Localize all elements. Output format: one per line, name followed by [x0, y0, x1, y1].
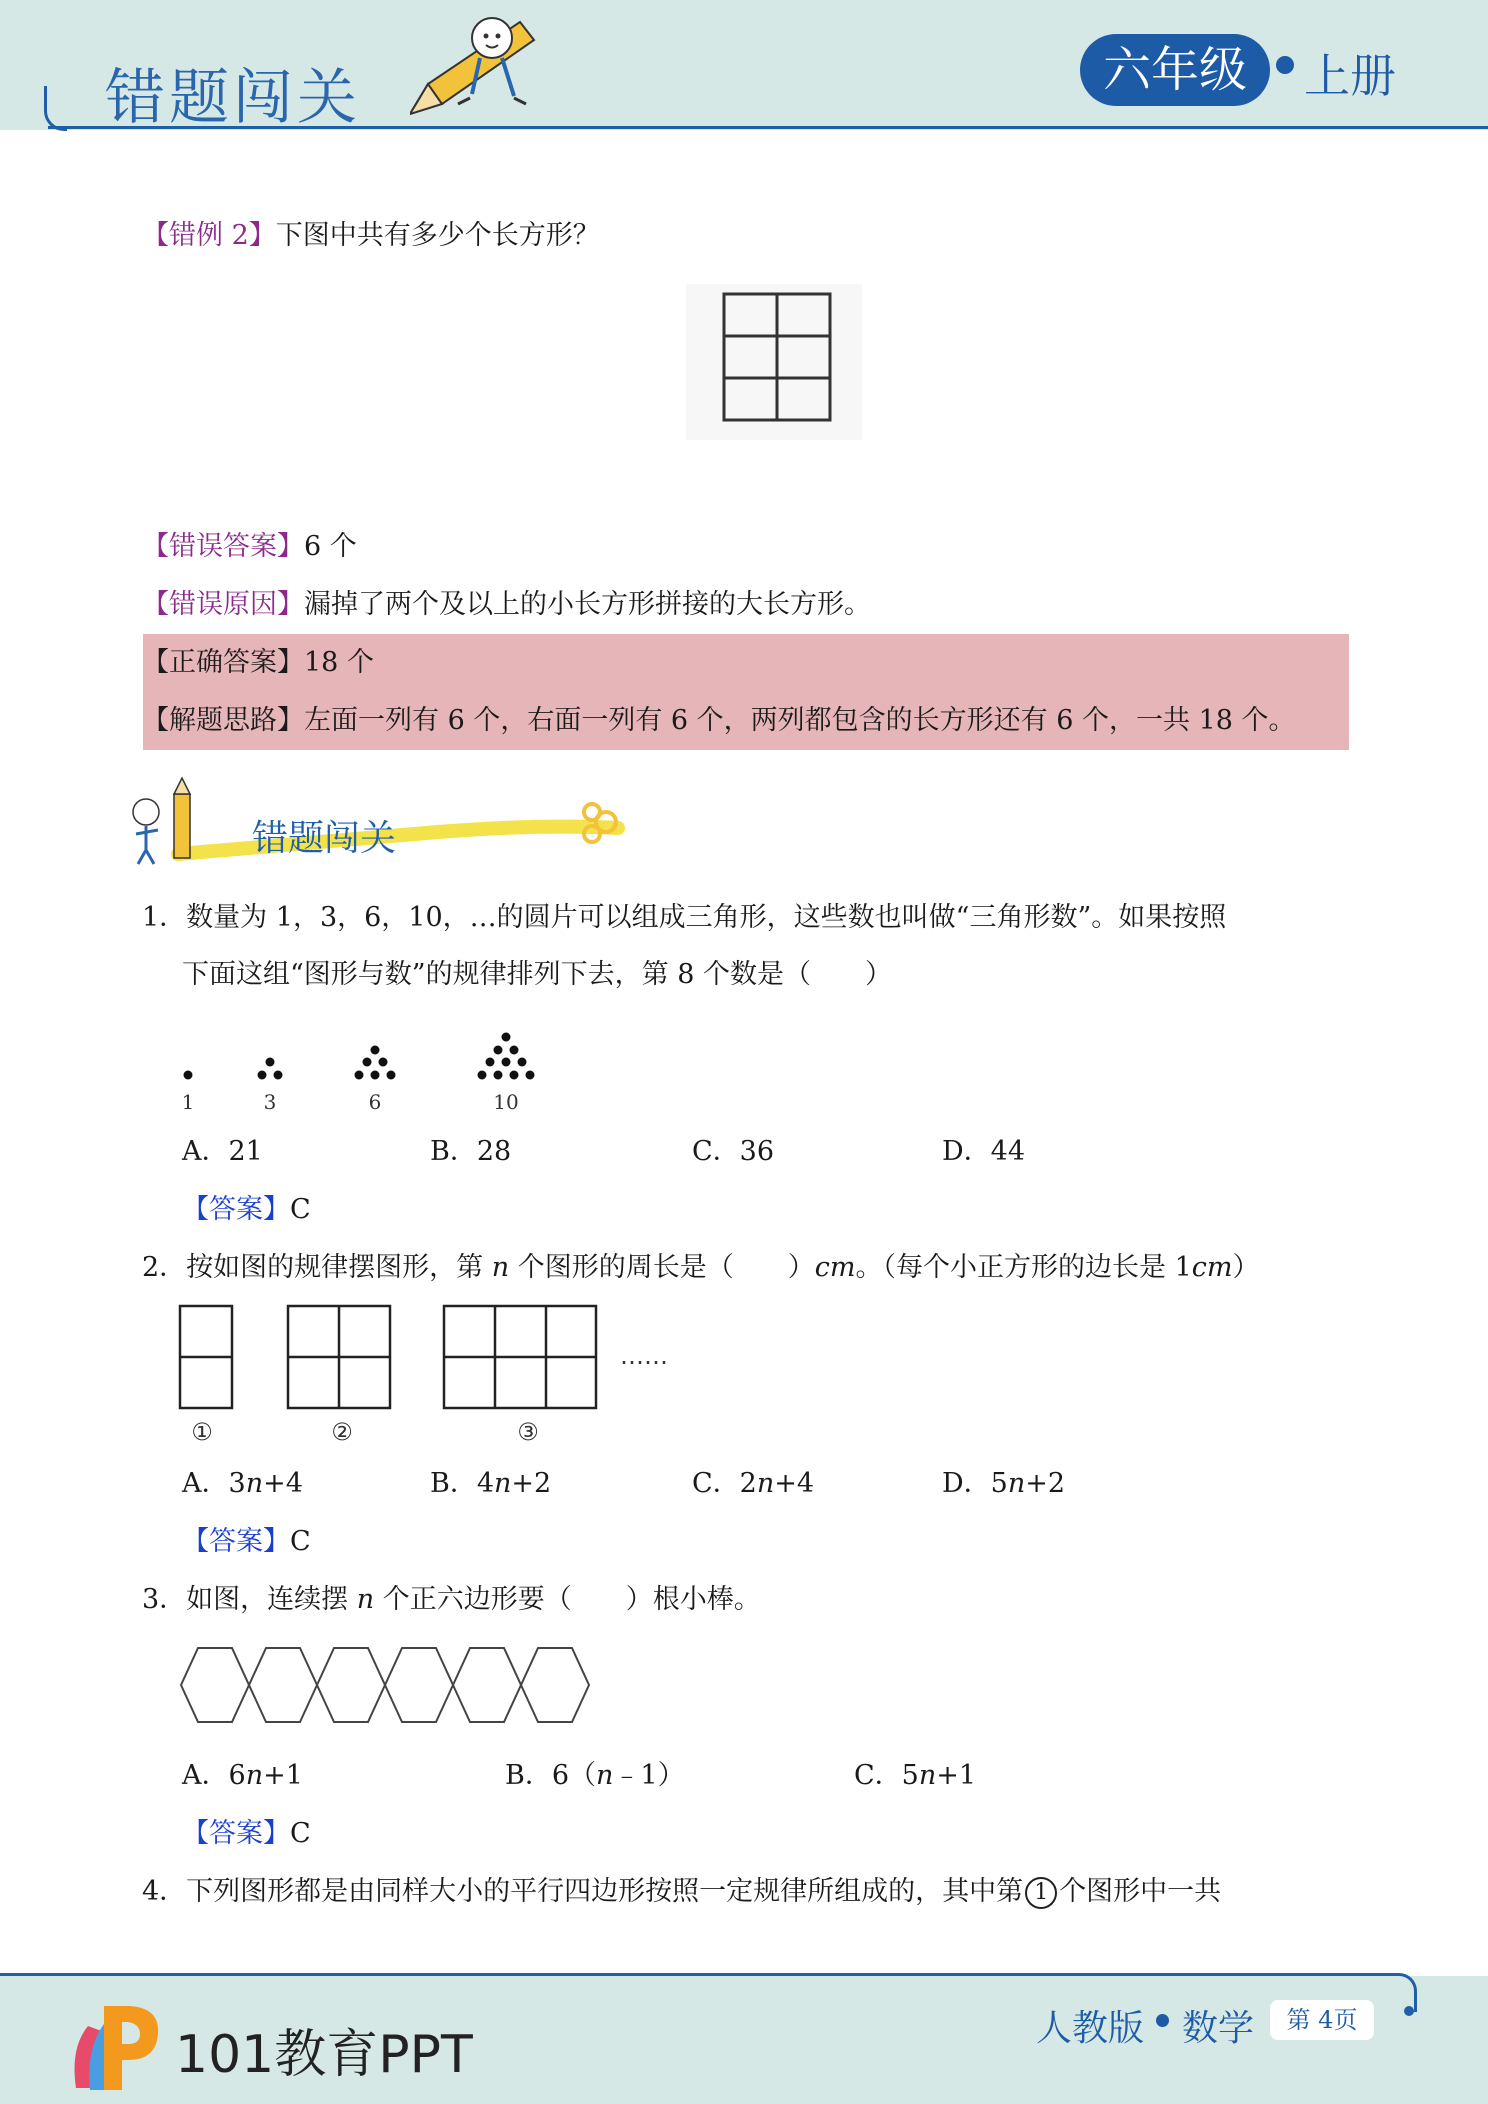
example-tag: 【错例 2】 [142, 220, 276, 251]
footer-divider [0, 1973, 1400, 1976]
q3-stem [142, 1580, 761, 1620]
wrong-answer-tag: 【错误答案】 [142, 531, 304, 562]
q2-option-a: A．3n+4 [182, 1468, 303, 1499]
q2-variable: n [491, 1252, 510, 1283]
brand-name: 101教育PPT [175, 2025, 473, 2085]
q2-option-c: C．2n+4 [692, 1468, 815, 1499]
hexagon-chain-figure [176, 1644, 606, 1726]
brand-logo-icon [68, 1998, 164, 2094]
q2-option-d: D．5n+2 [942, 1468, 1066, 1499]
q3-option-b: B．6（n﹣1） [505, 1760, 685, 1791]
q1-option-a: A．21 [182, 1136, 263, 1167]
wrong-answer-text: 6 个 [304, 531, 357, 562]
edition-label: 人教版 [1036, 2008, 1145, 2049]
q3-option-c: C．5n+1 [854, 1760, 977, 1791]
header-title: 错题闯关 [105, 63, 361, 133]
q4-text: 个图形中一共 [1059, 1876, 1222, 1907]
subject-label: 数学 [1182, 2008, 1255, 2049]
q1-option-d: D．44 [942, 1136, 1026, 1167]
grade-dot [1276, 56, 1294, 74]
example-question-text: 下图中共有多少个长方形？ [275, 220, 600, 251]
q1-answer-tag: 【答案】 [182, 1194, 290, 1225]
rectangle-grid-figure [686, 284, 862, 440]
wrong-reason-tag: 【错误原因】 [142, 589, 304, 620]
solution-tag: 【解题思路】 [142, 705, 304, 736]
q4-text: 4．下列图形都是由同样大小的平行四边形按照一定规律所组成的，其中第 [142, 1876, 1024, 1907]
solution-text: 左面一列有 6 个，右面一列有 6 个，两列都包含的长方形还有 6 个，一共 18 个。 [304, 705, 1296, 736]
q3-answer-tag: 【答案】 [182, 1818, 290, 1849]
q1-answer-line [182, 1190, 311, 1230]
example-question [142, 216, 600, 256]
q2-text: 2．按如图的规律摆图形，第 [142, 1252, 492, 1283]
fig-label: ② [331, 1418, 353, 1446]
fig-label: 6 [368, 1090, 382, 1114]
correct-answer-tag: 【正确答案】 [142, 647, 304, 678]
q4-stem [142, 1872, 1221, 1912]
q2-answer-tag: 【答案】 [182, 1526, 290, 1557]
q2-text: ） [1232, 1252, 1260, 1283]
q2-option-b: B．4n+2 [430, 1468, 552, 1499]
square-pattern-figure [170, 1300, 690, 1450]
fig-label: 1 [181, 1090, 195, 1114]
q2-answer: C [290, 1526, 311, 1557]
triangle-numbers-figure [170, 1010, 550, 1115]
section-title: 错题闯关 [252, 818, 397, 859]
wrong-reason-text: 漏掉了两个及以上的小长方形拼接的大长方形。 [304, 589, 871, 620]
fig-label: ③ [517, 1418, 539, 1446]
fig-label: 10 [493, 1090, 519, 1114]
pencil-mascot-icon [410, 14, 540, 124]
page-number: 第 4页 [1270, 2000, 1374, 2040]
fig-label: 3 [263, 1090, 277, 1114]
q1-answer: C [290, 1194, 311, 1225]
q2-unit: cm [1191, 1252, 1233, 1283]
q1-option-b: B．28 [430, 1136, 512, 1167]
q1-option-c: C．36 [692, 1136, 775, 1167]
q2-unit: cm [814, 1252, 856, 1283]
q2-stem [142, 1248, 1259, 1288]
q1-line1: 1．数量为 1，3，6，10，…的圆片可以组成三角形，这些数也叫做“三角形数”。如果按照 [142, 902, 1227, 933]
correct-answer-line [142, 643, 374, 683]
circled-number: 1 [1025, 1877, 1057, 1909]
footer-separator-dot [1156, 2014, 1169, 2027]
q1-line2: 下面这组“图形与数”的规律排列下去，第 8 个数是（ ） [182, 959, 892, 990]
q3-answer-line [182, 1814, 311, 1854]
q3-answer: C [290, 1818, 311, 1849]
wrong-answer-line [142, 527, 357, 567]
continuation-dots: …… [620, 1342, 668, 1370]
q2-answer-line [182, 1522, 311, 1562]
q2-text: 个图形的周长是（ ） [509, 1252, 815, 1283]
grade-badge: 六年级 [1080, 34, 1270, 106]
fig-label: ① [191, 1418, 213, 1446]
term-label: 上册 [1304, 49, 1396, 103]
solution-line [142, 701, 1296, 741]
q2-text: 。（每个小正方形的边长是 1 [855, 1252, 1192, 1283]
q3-variable: n [356, 1584, 375, 1615]
q3-text: 个正六边形要（ ）根小棒。 [374, 1584, 761, 1615]
correct-answer-text: 18 个 [304, 647, 374, 678]
footer-end-dot [1404, 2006, 1414, 2016]
q3-text: 3．如图，连续摆 [142, 1584, 357, 1615]
wrong-reason-line [142, 585, 871, 625]
q3-option-a: A．6n+1 [182, 1760, 303, 1791]
